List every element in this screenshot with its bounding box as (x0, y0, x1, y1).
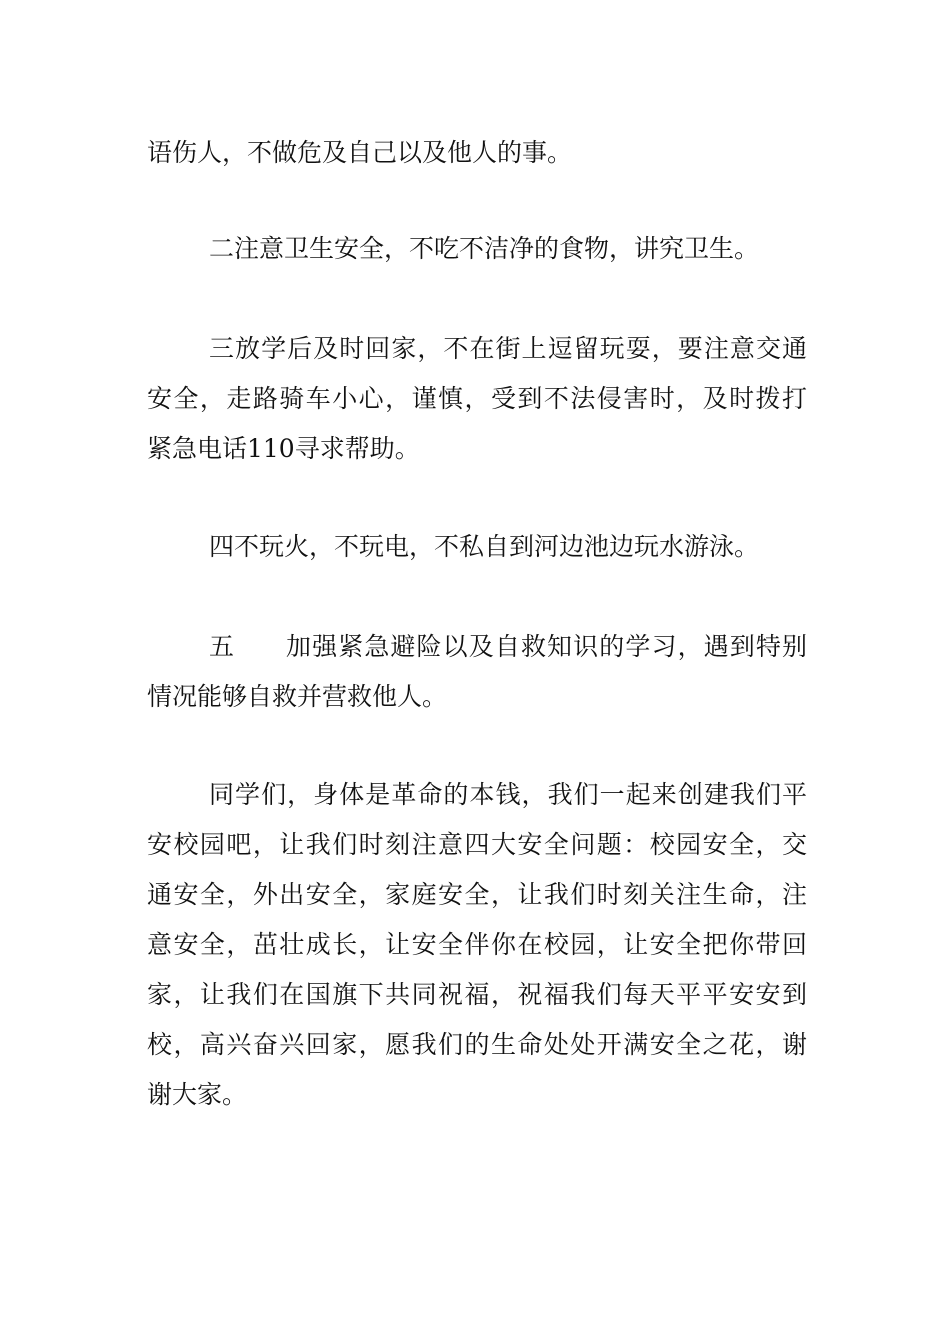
paragraph-line: 三放学后及时回家，不在街上逗留玩耍，要注意交通 (209, 334, 807, 363)
paragraph-line: 安全，走路骑车小心，谨慎，受到不法侵害时，及时拨打 (147, 384, 807, 413)
paragraph-line: 谢大家。 (147, 1080, 248, 1109)
marker-gap (234, 630, 286, 664)
paragraph-line: 意安全，茁壮成长，让安全伴你在校园，让安全把你带回 (147, 930, 807, 959)
list-marker: 五 (209, 632, 235, 661)
paragraph-line: 校，高兴奋兴回家，愿我们的生命处处开满安全之花，谢 (147, 1030, 807, 1059)
paragraph-line: 二注意卫生安全，不吃不洁净的食物，讲究卫生。 (209, 234, 760, 263)
paragraph-line: 情况能够自救并营救他人。 (147, 682, 448, 711)
paragraph-line: 家，让我们在国旗下共同祝福，祝福我们每天平平安安到 (147, 980, 807, 1009)
paragraph-line: 加强紧急避险以及自救知识的学习，遇到特别 (286, 632, 807, 661)
paragraph-line: 安校园吧，让我们时刻注意四大安全问题：校园安全，交 (147, 830, 807, 859)
paragraph-line: 语伤人，不做危及自己以及他人的事。 (147, 138, 573, 167)
paragraph-line: 四不玩火，不玩电，不私自到河边池边玩水游泳。 (209, 532, 760, 561)
paragraph-line: 通安全，外出安全，家庭安全，让我们时刻关注生命，注 (147, 880, 807, 909)
paragraph-line-with-marker (209, 630, 807, 664)
paragraph-line: 紧急电话110寻求帮助。 (147, 434, 420, 463)
paragraph-line: 同学们，身体是革命的本钱，我们一起来创建我们平 (209, 780, 807, 809)
